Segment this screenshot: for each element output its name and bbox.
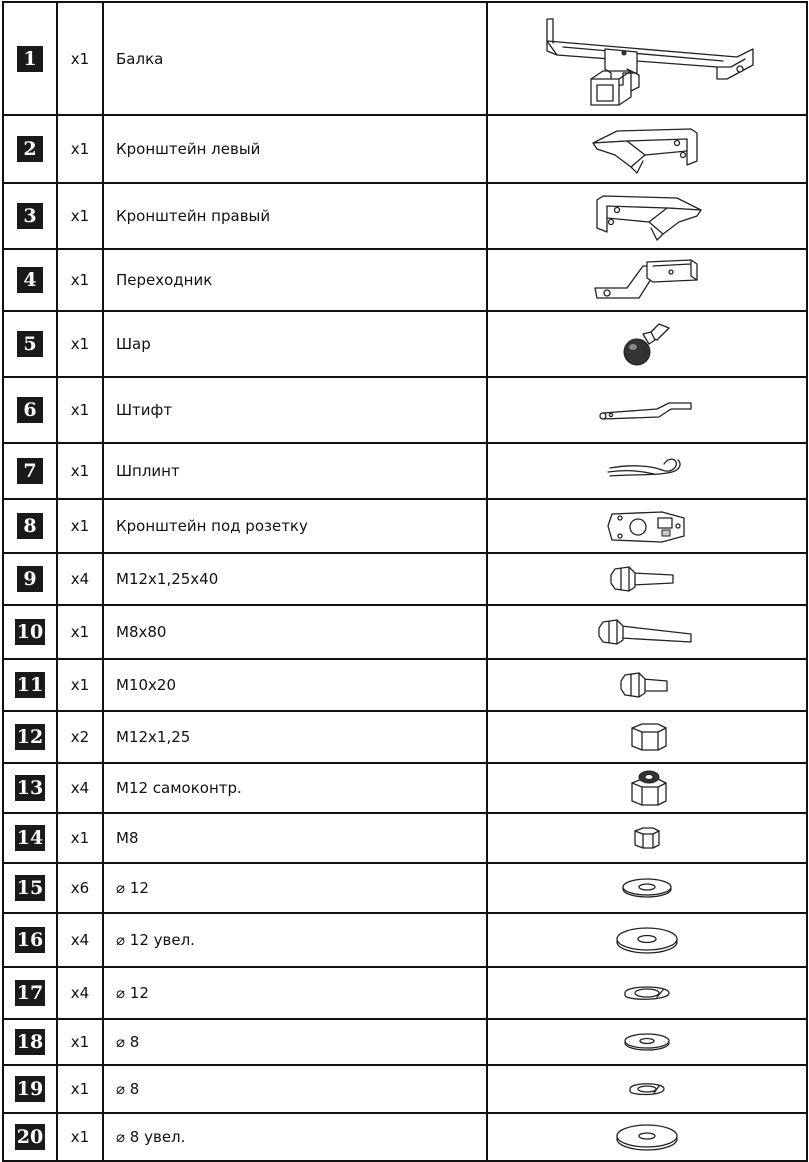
- table-row: [3, 1065, 807, 1113]
- item-number-badge: 11: [16, 674, 44, 696]
- cotter-pin-icon: [602, 454, 692, 488]
- small-nut-icon: [627, 823, 667, 853]
- spring-washer-icon: [617, 977, 677, 1009]
- parts-list-table: [2, 1, 808, 1162]
- item-number-badge: 14: [16, 827, 44, 849]
- table-row: [3, 377, 807, 443]
- item-quantity: x1: [57, 249, 103, 311]
- item-name: M8x80: [103, 605, 487, 659]
- adapter-icon: [587, 254, 707, 306]
- item-number-badge: 3: [17, 203, 43, 229]
- item-name: ⌀ 8 увел.: [103, 1113, 487, 1161]
- table-row: [3, 499, 807, 553]
- item-number-badge: 10: [16, 621, 44, 643]
- item-quantity: x4: [57, 553, 103, 605]
- table-row: [3, 913, 807, 967]
- item-number-badge: 1: [17, 46, 43, 72]
- item-quantity: x1: [57, 311, 103, 377]
- item-name: ⌀ 12 увел.: [103, 913, 487, 967]
- item-quantity: x1: [57, 115, 103, 183]
- item-quantity: x1: [57, 659, 103, 711]
- tow-bar-beam-icon: [527, 7, 767, 111]
- hex-nut-icon: [622, 718, 672, 756]
- table-row: [3, 1019, 807, 1065]
- item-name: Шар: [103, 311, 487, 377]
- small-spring-washer-icon: [624, 1075, 670, 1103]
- item-quantity: x4: [57, 967, 103, 1019]
- item-number-badge: 6: [17, 397, 43, 423]
- item-quantity: x1: [57, 443, 103, 499]
- item-quantity: x1: [57, 1113, 103, 1161]
- item-name: Балка: [103, 2, 487, 115]
- item-name: Кронштейн правый: [103, 183, 487, 249]
- table-row: [3, 183, 807, 249]
- item-quantity: x1: [57, 499, 103, 553]
- item-number-badge: 16: [16, 929, 44, 951]
- washer-icon: [617, 873, 677, 903]
- item-number-badge: 18: [16, 1031, 44, 1053]
- table-row: [3, 443, 807, 499]
- left-bracket-icon: [587, 121, 707, 177]
- item-number-badge: 2: [17, 136, 43, 162]
- item-quantity: x4: [57, 913, 103, 967]
- item-quantity: x2: [57, 711, 103, 763]
- item-quantity: x1: [57, 1019, 103, 1065]
- bolt-long-icon: [597, 614, 697, 650]
- table-row: [3, 553, 807, 605]
- table-row: [3, 2, 807, 115]
- pin-icon: [597, 395, 697, 425]
- item-quantity: x6: [57, 863, 103, 913]
- table-row: [3, 863, 807, 913]
- bolt-medium-icon: [607, 561, 687, 597]
- table-row: [3, 1113, 807, 1161]
- table-row: [3, 763, 807, 813]
- table-row: [3, 311, 807, 377]
- item-quantity: x4: [57, 763, 103, 813]
- item-name: M10x20: [103, 659, 487, 711]
- tow-ball-icon: [607, 316, 687, 372]
- table-row: [3, 967, 807, 1019]
- item-name: ⌀ 12: [103, 863, 487, 913]
- table-row: [3, 605, 807, 659]
- item-quantity: x1: [57, 377, 103, 443]
- table-row: [3, 711, 807, 763]
- item-number-badge: 12: [16, 726, 44, 748]
- item-name: Переходник: [103, 249, 487, 311]
- item-quantity: x1: [57, 605, 103, 659]
- socket-bracket-icon: [602, 504, 692, 548]
- item-name: M8: [103, 813, 487, 863]
- item-quantity: x1: [57, 813, 103, 863]
- item-name: M12x1,25: [103, 711, 487, 763]
- item-number-badge: 5: [17, 331, 43, 357]
- item-name: ⌀ 8: [103, 1065, 487, 1113]
- item-name: M12 самоконтр.: [103, 763, 487, 813]
- item-quantity: x1: [57, 2, 103, 115]
- item-name: M12x1,25x40: [103, 553, 487, 605]
- right-bracket-icon: [587, 188, 707, 244]
- table-row: [3, 249, 807, 311]
- lock-nut-icon: [622, 767, 672, 809]
- bolt-short-icon: [617, 667, 677, 703]
- item-number-badge: 19: [16, 1078, 44, 1100]
- item-number-badge: 20: [16, 1126, 44, 1148]
- small-washer-icon: [619, 1028, 675, 1056]
- item-number-badge: 13: [16, 777, 44, 799]
- item-quantity: x1: [57, 1065, 103, 1113]
- item-number-badge: 4: [17, 267, 43, 293]
- item-number-badge: 7: [17, 458, 43, 484]
- large-washer-8-icon: [612, 1120, 682, 1154]
- table-row: [3, 813, 807, 863]
- item-name: ⌀ 12: [103, 967, 487, 1019]
- table-row: [3, 115, 807, 183]
- item-number-badge: 8: [17, 513, 43, 539]
- item-name: Штифт: [103, 377, 487, 443]
- item-quantity: x1: [57, 183, 103, 249]
- item-name: ⌀ 8: [103, 1019, 487, 1065]
- item-number-badge: 9: [17, 566, 43, 592]
- item-number-badge: 17: [16, 982, 44, 1004]
- item-name: Кронштейн левый: [103, 115, 487, 183]
- item-number-badge: 15: [16, 877, 44, 899]
- item-name: Кронштейн под розетку: [103, 499, 487, 553]
- large-washer-icon: [612, 923, 682, 957]
- item-name: Шплинт: [103, 443, 487, 499]
- table-row: [3, 659, 807, 711]
